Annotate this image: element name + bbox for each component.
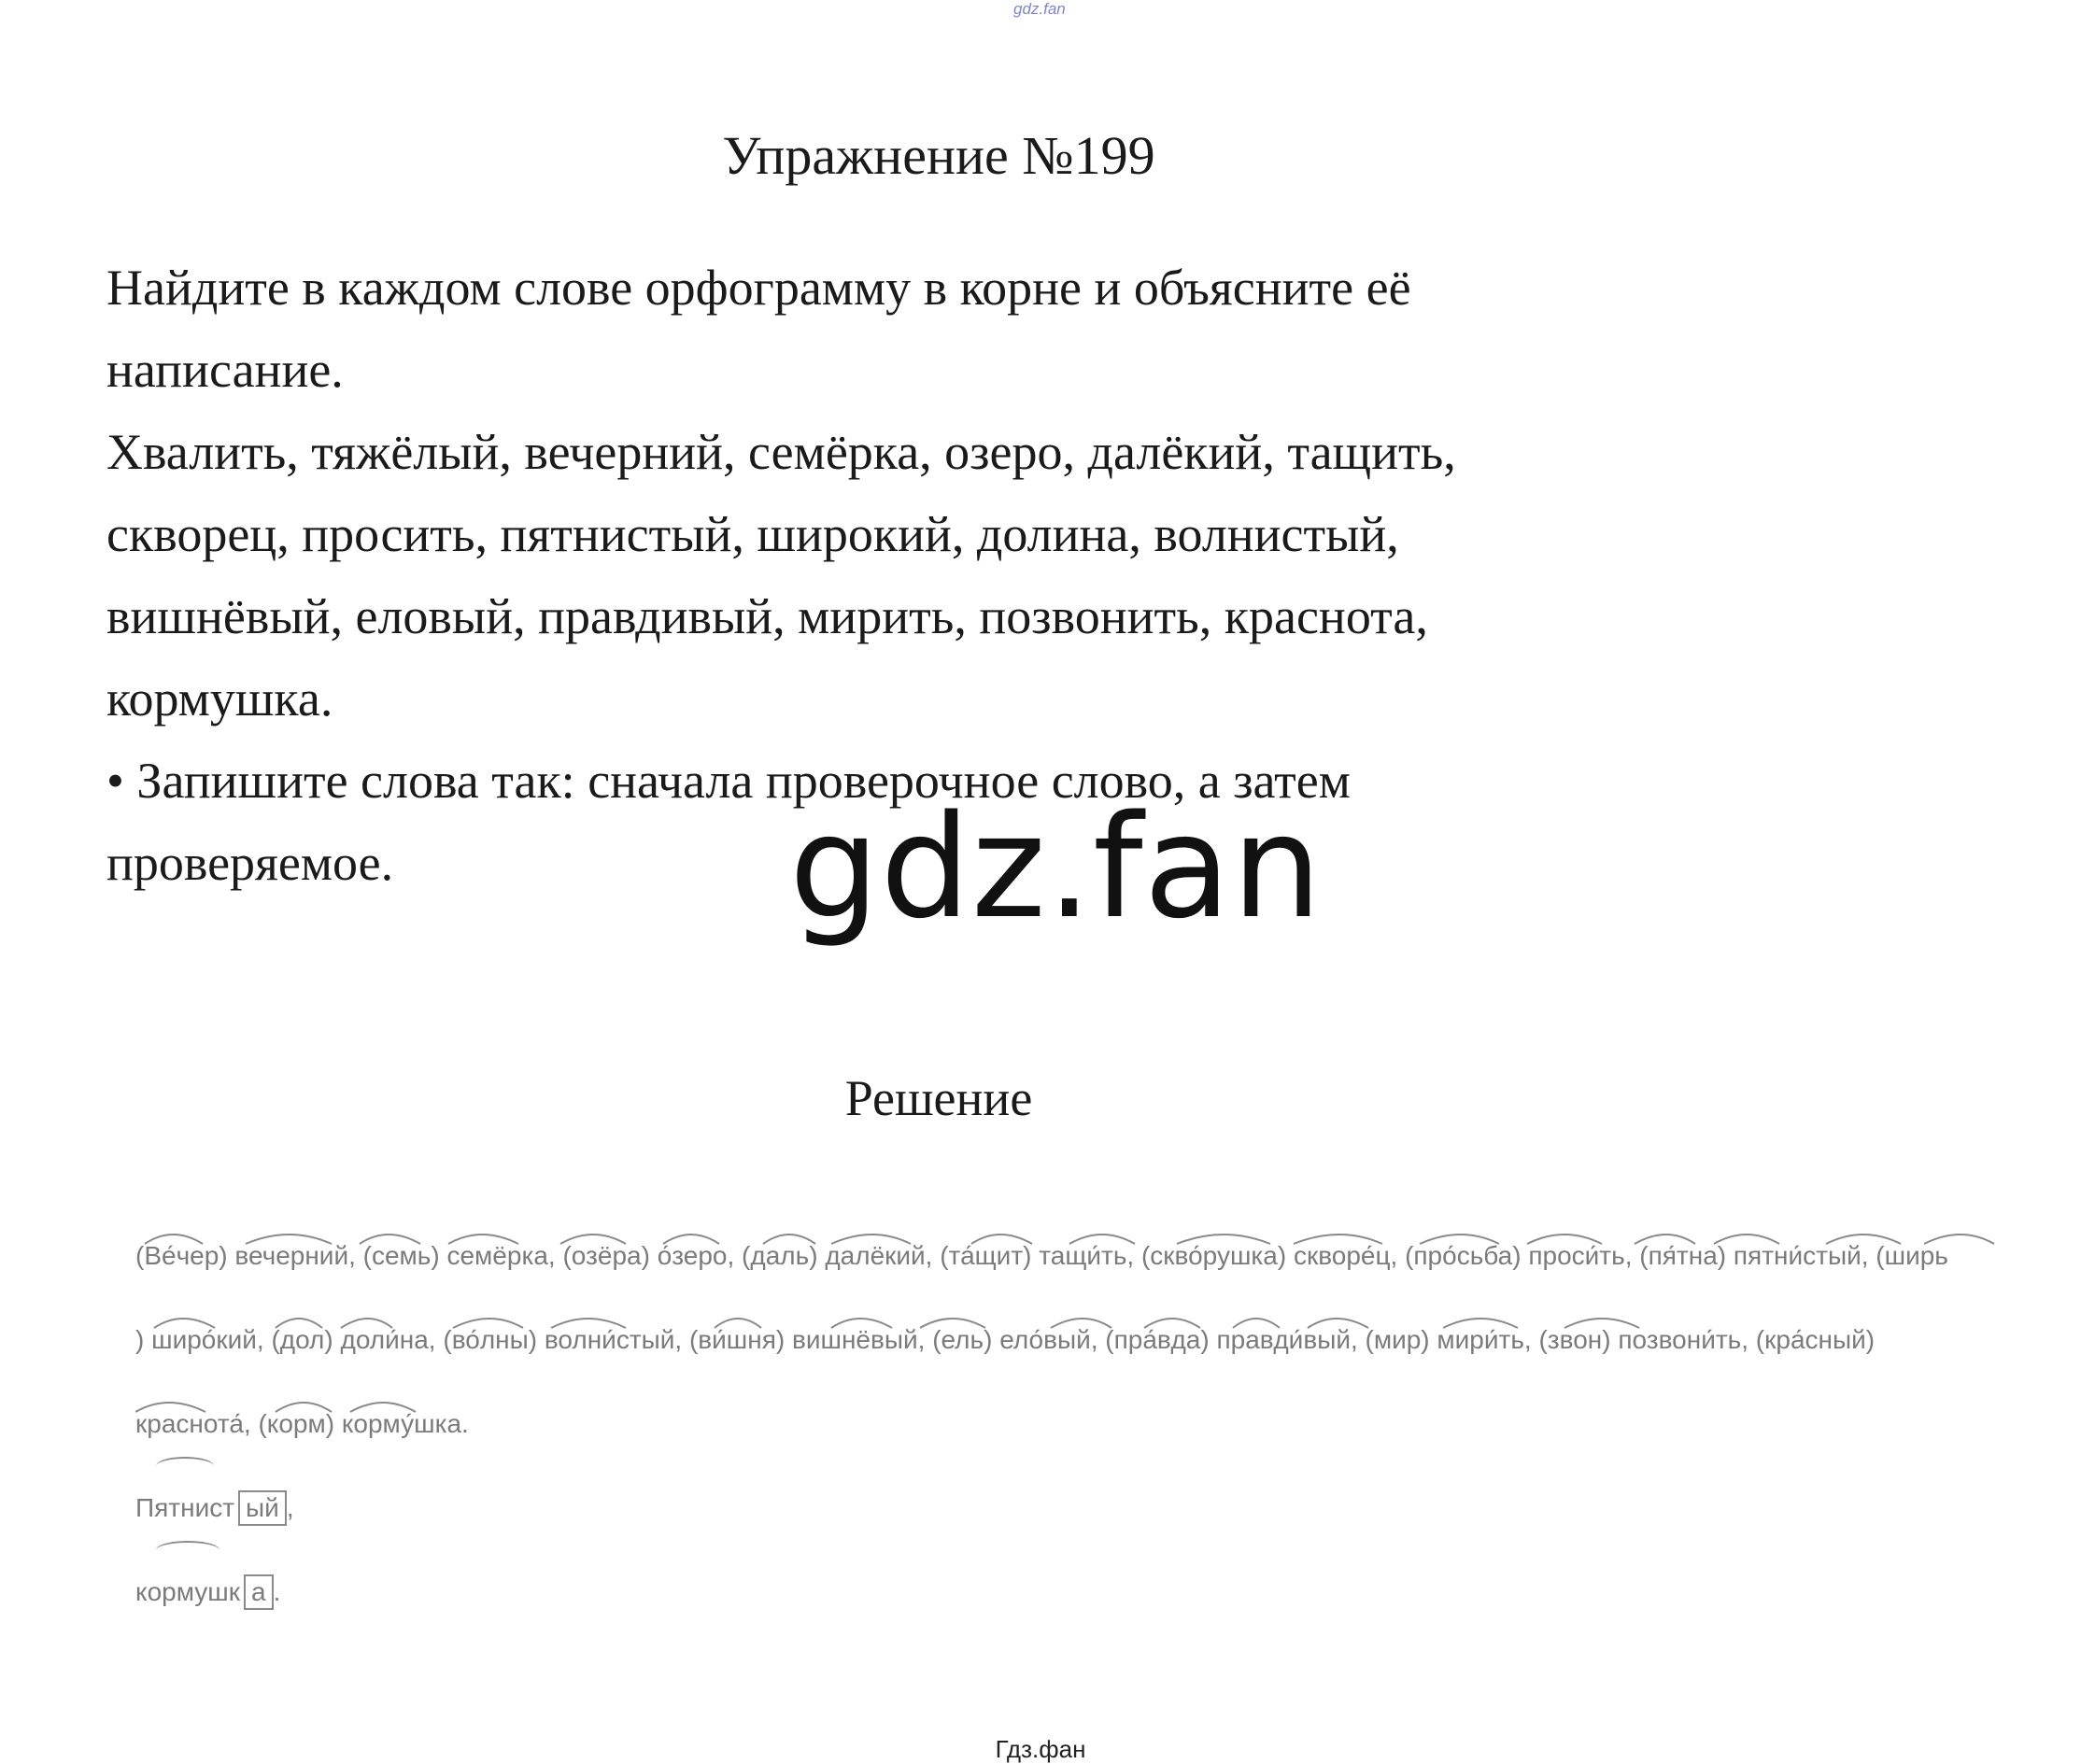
word-stem: Пятнист [135,1466,234,1550]
task-line: скворец, просить, пятнистый, широкий, долина, волнистый, [106,506,1399,562]
solution-body [135,1214,2003,1634]
punctuation: , [286,1493,294,1522]
morpheme-analysis-2 [135,1550,2003,1634]
solution-title: Решение [844,1070,1033,1126]
word-stem: кормушк [135,1550,240,1634]
solution-line [135,1214,2003,1298]
solution-text: ) широ́кий, (дол) доли́на, (во́лны) волни́стый, (ви́шня) вишнёвый, (ель) ело́вый, (пра́вда) правди́вый, (мир) мири́ть, (звон) позвони́ть, (кра́сный) [135,1325,1876,1354]
task-line: проверяемое. [106,835,394,891]
task-line: Хвалить, тяжёлый, вечерний, семёрка, озеро, далёкий, тащить, [106,424,1456,480]
word-ending: ый [238,1490,287,1526]
solution-text: (Ве́чер) вечерний, (семь) семёрка, (озёра) о́зеро, (даль) далёкий, (та́щит) тащи́ть, (скво́рушка) скворе́ц, (про́сьба) проси́ть, (пя́тна) пятни́стый, (ширь [135,1241,1948,1270]
punctuation: . [273,1577,281,1606]
morpheme-analysis-1 [135,1466,2003,1550]
task-line: • Запишите слова так: сначала проверочное слово, а затем [106,753,1351,809]
solution-line [135,1382,2003,1466]
task-line: Найдите в каждом слове орфограмму в корне и объясните её [106,260,1411,316]
task-line: кормушка. [106,670,333,727]
word-ending: а [244,1574,274,1610]
solution-line [135,1298,2003,1382]
task-line: вишнёвый, еловый, правдивый, мирить, позвонить, краснота, [106,588,1428,644]
footer-site-name: Гдз.фан [995,1735,1086,1763]
solution-text: краснота́, (корм) корму́шка. [135,1409,469,1438]
watermark: gdz.fan [789,784,1324,950]
site-mark: gdz.fan [1013,0,1066,18]
exercise-title: Упражнение №199 [722,125,1155,186]
task-line: написание. [106,342,344,398]
